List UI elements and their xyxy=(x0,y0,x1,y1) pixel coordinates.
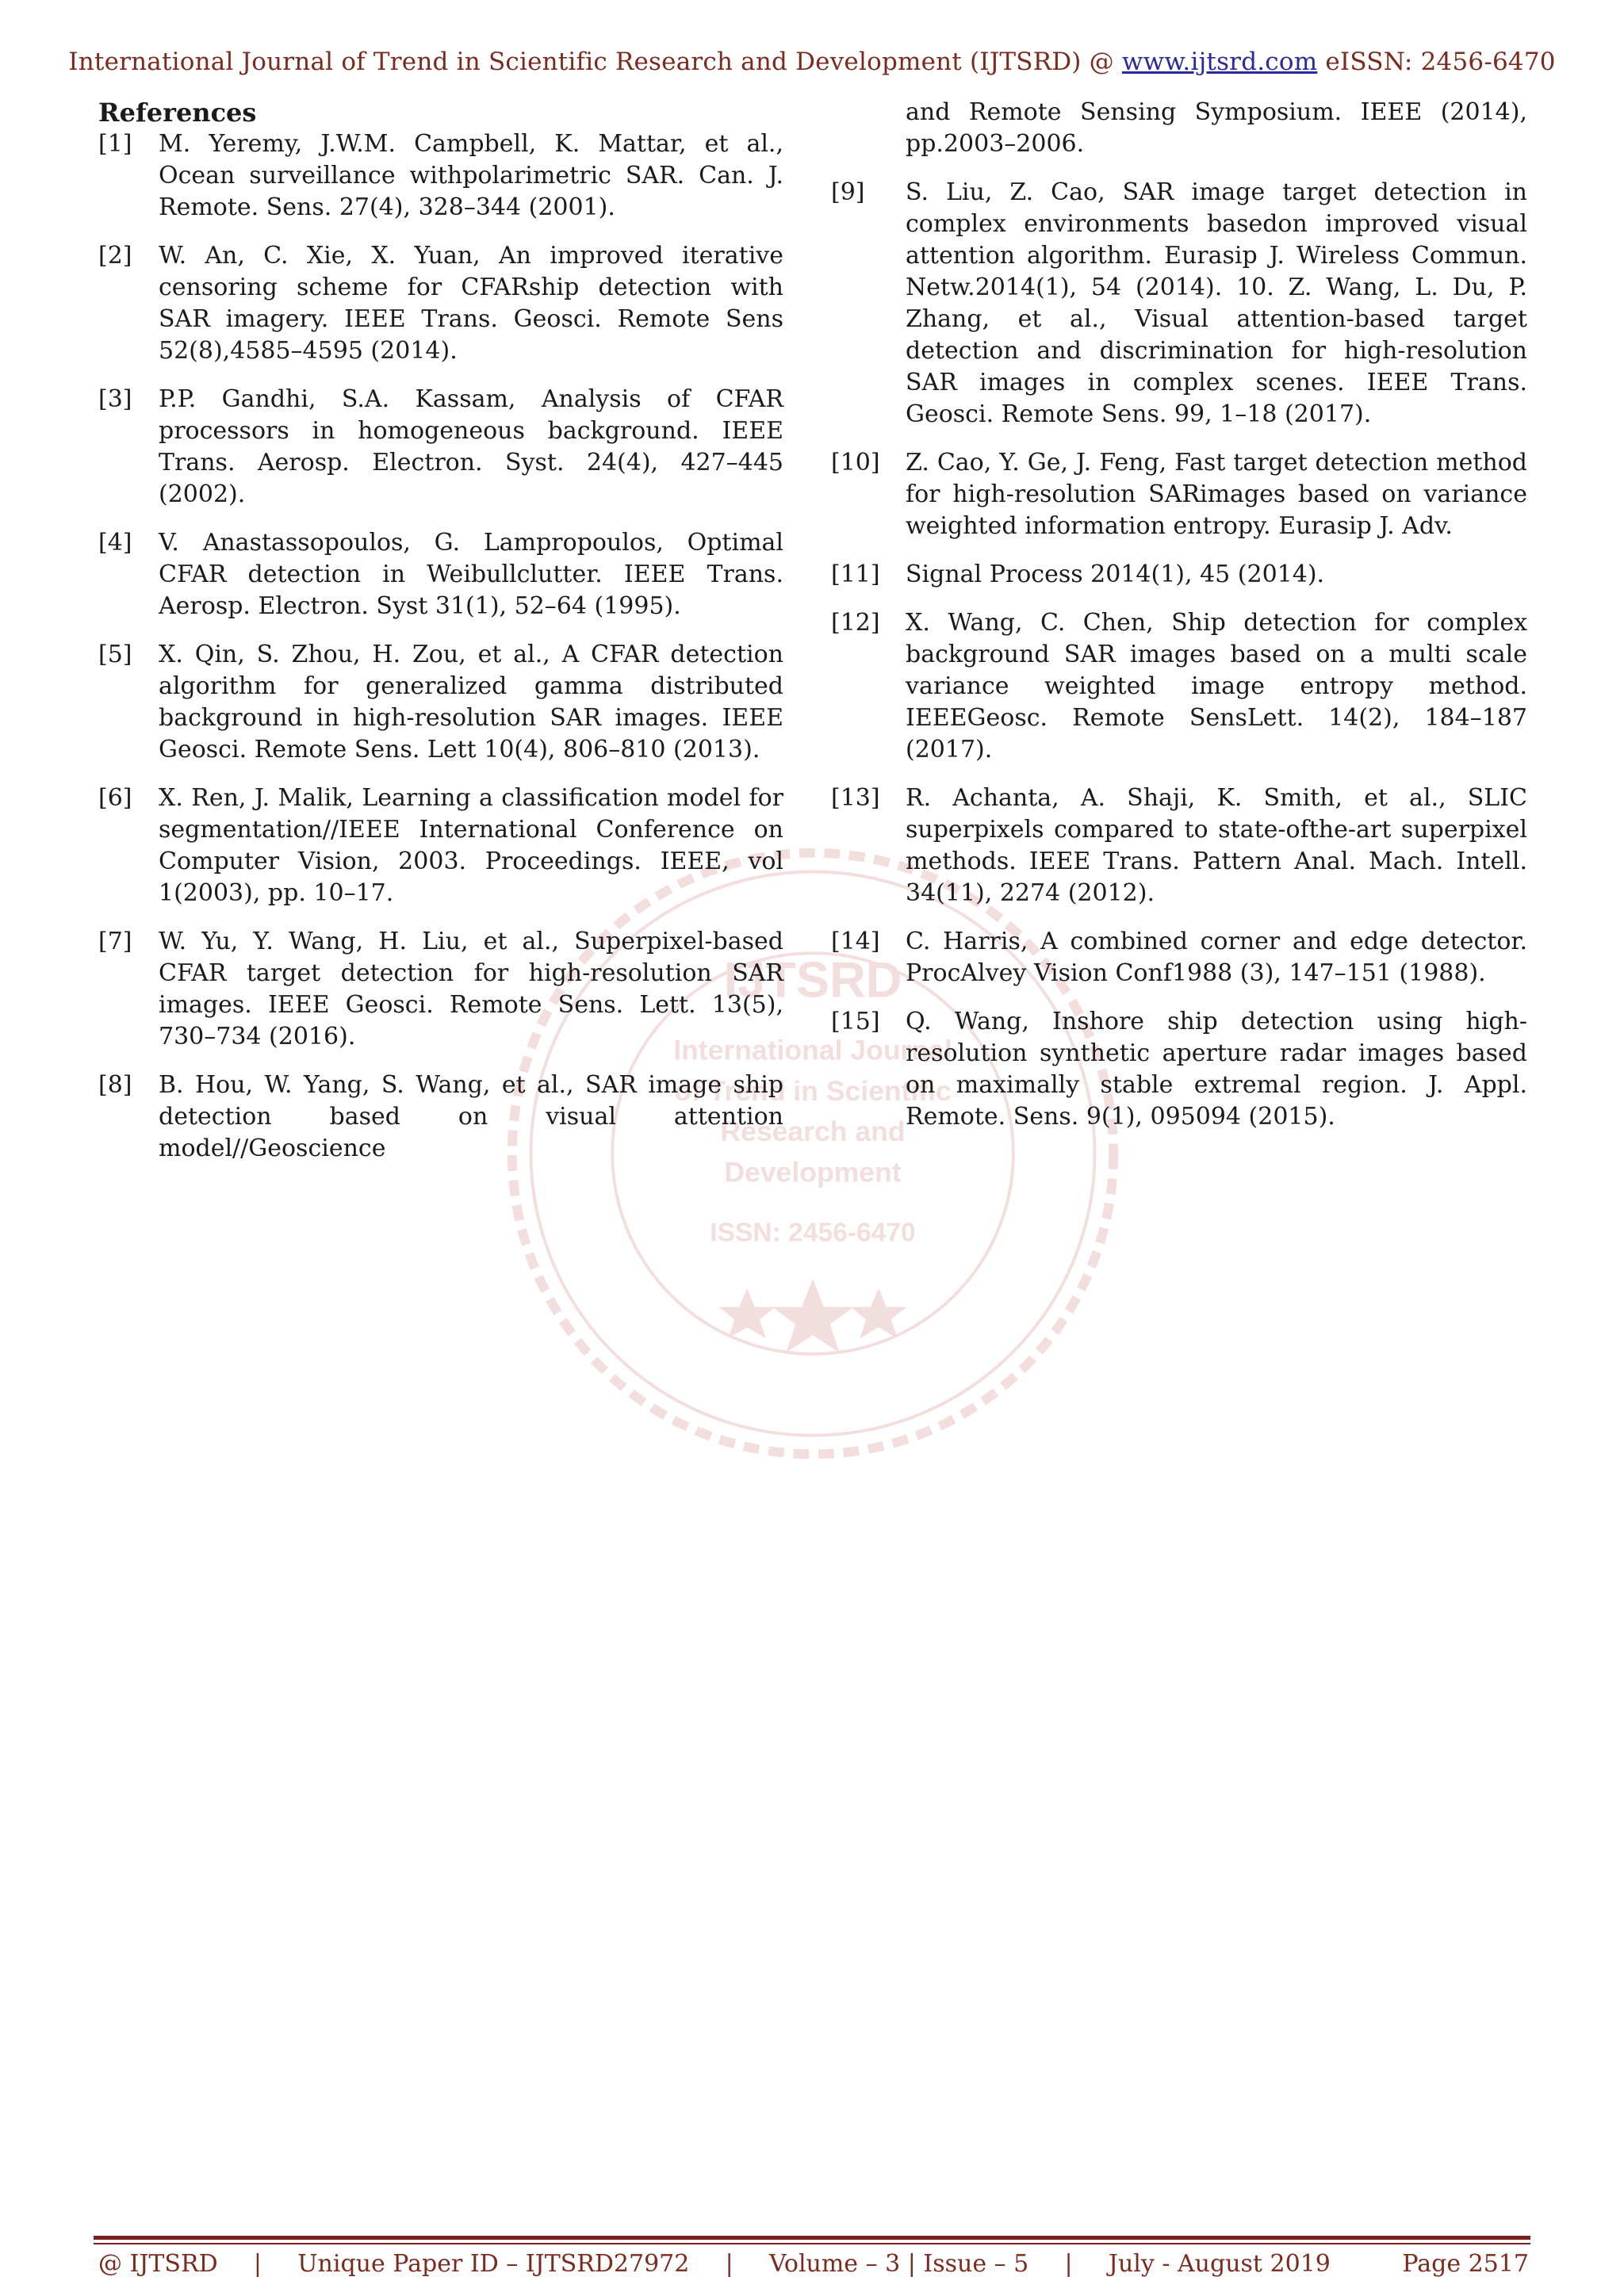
reference-number: [10] xyxy=(831,449,880,476)
references-heading: References xyxy=(98,98,257,128)
reference-number: [1] xyxy=(98,130,132,158)
reference-number: [15] xyxy=(831,1008,880,1035)
reference-item xyxy=(831,447,1527,542)
reference-item xyxy=(98,926,783,1053)
reference-text: Z. Cao, Y. Ge, J. Feng, Fast target detection method for high-resolution SARimages based on variance weighted information entropy. Eurasip J. Adv. xyxy=(906,449,1527,540)
reference-text: B. Hou, W. Yang, S. Wang, et al., SAR image ship detection based on visual attention model//Geoscience xyxy=(159,1071,783,1162)
reference-number: [14] xyxy=(831,928,880,955)
header-suffix: eISSN: 2456-6470 xyxy=(1317,48,1556,76)
watermark-line-4: Development xyxy=(724,1156,902,1188)
reference-text: X. Qin, S. Zhou, H. Zou, et al., A CFAR detection algorithm for generalized gamma distributed background in high-resolution SAR images. IEEE Geosci. Remote Sens. Lett 10(4), 806–810 (2013). xyxy=(159,641,783,763)
reference-number: [13] xyxy=(831,784,880,812)
watermark-issn: ISSN: 2456-6470 xyxy=(710,1218,916,1248)
footer-separator: | xyxy=(1064,2250,1073,2278)
reference-text: X. Wang, C. Chen, Ship detection for complex background SAR images based on a multi scale variance weighted image entropy method. IEEEGeosc. Remote SensLett. 14(2), 184–187 (2017). xyxy=(906,609,1527,763)
reference-text: W. An, C. Xie, X. Yuan, An improved iterative censoring scheme for CFARship detection with SAR imagery. IEEE Trans. Geosci. Remote Sens 52(8),4585–4595 (2014). xyxy=(159,242,783,365)
reference-item xyxy=(98,384,783,511)
reference-item xyxy=(98,639,783,766)
reference-item xyxy=(831,177,1527,430)
reference-item xyxy=(98,527,783,622)
footer-divider xyxy=(94,2236,1530,2240)
reference-text: Q. Wang, Inshore ship detection using high-resolution synthetic aperture radar images based on maximally stable extremal region. J. Appl. Remote. Sens. 9(1), 095094 (2015). xyxy=(906,1008,1527,1131)
reference-text: Signal Process 2014(1), 45 (2014). xyxy=(906,561,1325,588)
reference-item xyxy=(831,607,1527,766)
reference-text: C. Harris, A combined corner and edge detector. ProcAlvey Vision Conf1988 (3), 147–151 (1988). xyxy=(906,928,1527,987)
footer-paper-id: Unique Paper ID – IJTSRD27972 xyxy=(297,2250,690,2278)
references-left-column xyxy=(98,97,783,1181)
footer-date: July - August 2019 xyxy=(1108,2250,1331,2278)
watermark-line-3: Research and xyxy=(720,1115,906,1148)
reference-number: [4] xyxy=(98,529,132,557)
header-prefix: International Journal of Trend in Scientific Research and Development (IJTSRD) @ xyxy=(68,48,1122,76)
page-footer xyxy=(98,2250,1529,2278)
reference-item xyxy=(98,128,783,224)
footer-separator xyxy=(1349,2250,1384,2278)
footer-divider-thin xyxy=(94,2243,1530,2244)
watermark-brand: IJTSRD xyxy=(723,952,902,1008)
reference-text: S. Liu, Z. Cao, SAR image target detection in complex environments basedon improved visual attention algorithm. Eurasip J. Wireless Commun. Netw.2014(1), 54 (2014). 10. Z. Wang, L. Du, P. Zhang, et al., Visual attention-based target detection and discrimination for high-resolution SAR images in complex scenes. IEEE Trans. Geosci. Remote Sens. 99, 1–18 (2017). xyxy=(906,178,1527,428)
reference-text: X. Ren, J. Malik, Learning a classification model for segmentation//IEEE International Conference on Computer Vision, 2003. Proceedings. IEEE, vol 1(2003), pp. 10–17. xyxy=(159,784,783,907)
reference-number: [6] xyxy=(98,784,132,812)
reference-item xyxy=(98,240,783,367)
reference-text: R. Achanta, A. Shaji, K. Smith, et al., SLIC superpixels compared to state-ofthe-art superpixel methods. IEEE Trans. Pattern Anal. Mach. Intell. 34(11), 2274 (2012). xyxy=(906,784,1527,907)
watermark-line-1: International Journal xyxy=(673,1034,952,1066)
watermark-star-icon xyxy=(850,1288,906,1338)
watermark-star-icon xyxy=(719,1288,776,1338)
reference-item xyxy=(831,559,1527,591)
reference-text: V. Anastassopoulos, G. Lampropoulos, Optimal CFAR detection in Weibullclutter. IEEE Trans. Aerosp. Electron. Syst 31(1), 52–64 (1995). xyxy=(159,529,783,620)
journal-website-link[interactable]: www.ijtsrd.com xyxy=(1121,48,1318,76)
references-right-column xyxy=(831,97,1527,1150)
reference-item xyxy=(831,1006,1527,1133)
footer-separator: | xyxy=(253,2250,262,2278)
reference-item xyxy=(98,783,783,909)
journal-header xyxy=(0,48,1624,76)
footer-separator: | xyxy=(725,2250,733,2278)
reference-number: [11] xyxy=(831,561,880,588)
footer-page-number: Page 2517 xyxy=(1402,2250,1529,2278)
watermark-star-icon xyxy=(772,1279,854,1353)
reference-item xyxy=(831,926,1527,989)
reference-number: [7] xyxy=(98,928,132,955)
reference-number: [3] xyxy=(98,385,132,413)
reference-continuation: and Remote Sensing Symposium. IEEE (2014), pp.2003–2006. xyxy=(906,98,1527,158)
reference-number: [9] xyxy=(831,178,865,206)
reference-number: [2] xyxy=(98,242,132,270)
watermark-line-2: of Trend in Scientific xyxy=(674,1074,952,1107)
reference-number: [12] xyxy=(831,609,880,637)
reference-text: M. Yeremy, J.W.M. Campbell, K. Mattar, et al., Ocean surveillance withpolarimetric SAR. Can. J. Remote. Sens. 27(4), 328–344 (2001). xyxy=(159,130,783,221)
footer-volume: Volume – 3 | Issue – 5 xyxy=(768,2250,1029,2278)
reference-number: [8] xyxy=(98,1071,132,1099)
reference-text: W. Yu, Y. Wang, H. Liu, et al., Superpixel-based CFAR target detection for high-resolution SAR images. IEEE Geosci. Remote Sens. Lett. 13(5), 730–734 (2016). xyxy=(159,928,783,1050)
footer-brand: @ IJTSRD xyxy=(98,2250,218,2278)
reference-text: P.P. Gandhi, S.A. Kassam, Analysis of CFAR processors in homogeneous background. IEEE Trans. Aerosp. Electron. Syst. 24(4), 427–445 (2002). xyxy=(159,385,783,508)
reference-item xyxy=(98,1070,783,1165)
reference-item xyxy=(831,783,1527,909)
reference-number: [5] xyxy=(98,641,132,668)
